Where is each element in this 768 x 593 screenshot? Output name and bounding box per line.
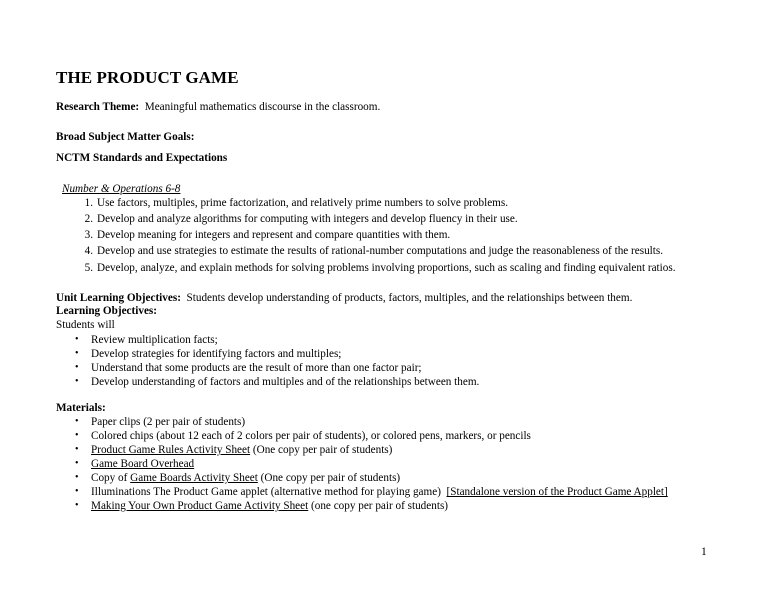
list-item	[0, 375, 768, 389]
list-text: Develop understanding of factors and multiples and of the relationships between them.	[91, 376, 480, 388]
making-your-own-game-link[interactable]: Making Your Own Product Game Activity Sheet	[91, 500, 309, 512]
page-title: THE PRODUCT GAME	[56, 68, 239, 87]
game-boards-activity-link[interactable]: Game Boards Activity Sheet	[130, 472, 258, 484]
nctm-heading: NCTM Standards and Expectations	[56, 152, 228, 164]
list-item	[0, 429, 768, 443]
list-text-rest: (One copy per pair of students)	[257, 472, 401, 484]
bullet-icon: •	[75, 362, 79, 373]
list-text: Develop and use strategies to estimate the results of rational-number computations and judge the reasonableness of the results.	[97, 245, 664, 257]
unit-objectives-text: Students develop understanding of products, factors, multiples, and the relationships between them.	[186, 292, 633, 304]
list-item	[0, 261, 768, 275]
list-text: Develop strategies for identifying factors and multiples;	[91, 348, 342, 360]
list-item	[0, 471, 768, 485]
research-theme-label: Research Theme:	[56, 101, 140, 113]
game-board-overhead-link[interactable]: Game Board Overhead	[91, 458, 195, 470]
research-theme	[56, 100, 380, 114]
bullet-icon: •	[75, 334, 79, 345]
list-text: Develop and analyze algorithms for computing with integers and develop fluency in their use.	[97, 213, 518, 225]
list-text-rest: (One copy per pair of students)	[250, 444, 393, 456]
list-text	[91, 485, 668, 499]
list-text: Review multiplication facts;	[91, 334, 218, 346]
bullet-icon: •	[75, 416, 79, 427]
product-game-rules-link[interactable]: Product Game Rules Activity Sheet	[91, 444, 251, 456]
research-theme-text: Meaningful mathematics discourse in the classroom.	[144, 101, 381, 113]
list-text	[91, 443, 392, 457]
standalone-applet-link[interactable]: [Standalone version of the Product Game Applet]	[446, 486, 668, 498]
list-text: Paper clips (2 per pair of students)	[91, 416, 246, 428]
bullet-icon: •	[75, 348, 79, 359]
list-number: 1.	[84, 197, 93, 209]
unit-objectives-label: Unit Learning Objectives:	[56, 292, 181, 304]
list-text: Use factors, multiples, prime factorization, and relatively prime numbers to solve problems.	[97, 197, 509, 209]
list-text: Colored chips (about 12 each of 2 colors per pair of students), or colored pens, markers, or pencils	[91, 430, 531, 442]
list-number: 3.	[84, 229, 93, 241]
bullet-icon: •	[75, 376, 79, 387]
list-text	[91, 471, 400, 485]
list-item	[0, 196, 768, 210]
list-text	[91, 457, 194, 471]
bullet-icon: •	[75, 500, 79, 511]
list-text: Understand that some products are the result of more than one factor pair;	[91, 362, 422, 374]
list-item	[0, 361, 768, 375]
list-text-pre: Illuminations The Product Game applet (alternative method for playing game)	[91, 486, 447, 498]
list-text	[91, 499, 448, 513]
list-item	[0, 333, 768, 347]
learning-objectives-heading: Learning Objectives:	[56, 305, 157, 317]
unit-learning-objectives	[56, 291, 632, 305]
bullet-icon: •	[75, 430, 79, 441]
list-item	[0, 415, 768, 429]
list-item	[0, 347, 768, 361]
bullet-icon: •	[75, 458, 79, 469]
list-text: Develop, analyze, and explain methods for solving problems involving proportions, such as scaling and finding equivalent ratios.	[97, 262, 676, 274]
broad-goals-heading: Broad Subject Matter Goals:	[56, 131, 195, 143]
materials-heading: Materials:	[56, 402, 106, 414]
students-will: Students will	[56, 319, 115, 331]
list-item	[0, 457, 768, 471]
list-number: 2.	[84, 213, 93, 225]
list-item	[0, 499, 768, 513]
bullet-icon: •	[75, 472, 79, 483]
list-item	[0, 212, 768, 226]
bullet-icon: •	[75, 486, 79, 497]
list-number: 5.	[84, 262, 93, 274]
bullet-icon: •	[75, 444, 79, 455]
list-text: Develop meaning for integers and represent and compare quantities with them.	[97, 229, 451, 241]
list-text-pre: Copy of	[91, 472, 131, 484]
list-item	[0, 244, 768, 258]
list-text-rest: (one copy per pair of students)	[308, 500, 449, 512]
list-number: 4.	[84, 245, 93, 257]
list-item	[0, 228, 768, 242]
list-item	[0, 443, 768, 457]
number-operations-heading: Number & Operations 6-8	[62, 183, 181, 195]
list-item	[0, 485, 768, 499]
page-number: 1	[701, 546, 707, 558]
